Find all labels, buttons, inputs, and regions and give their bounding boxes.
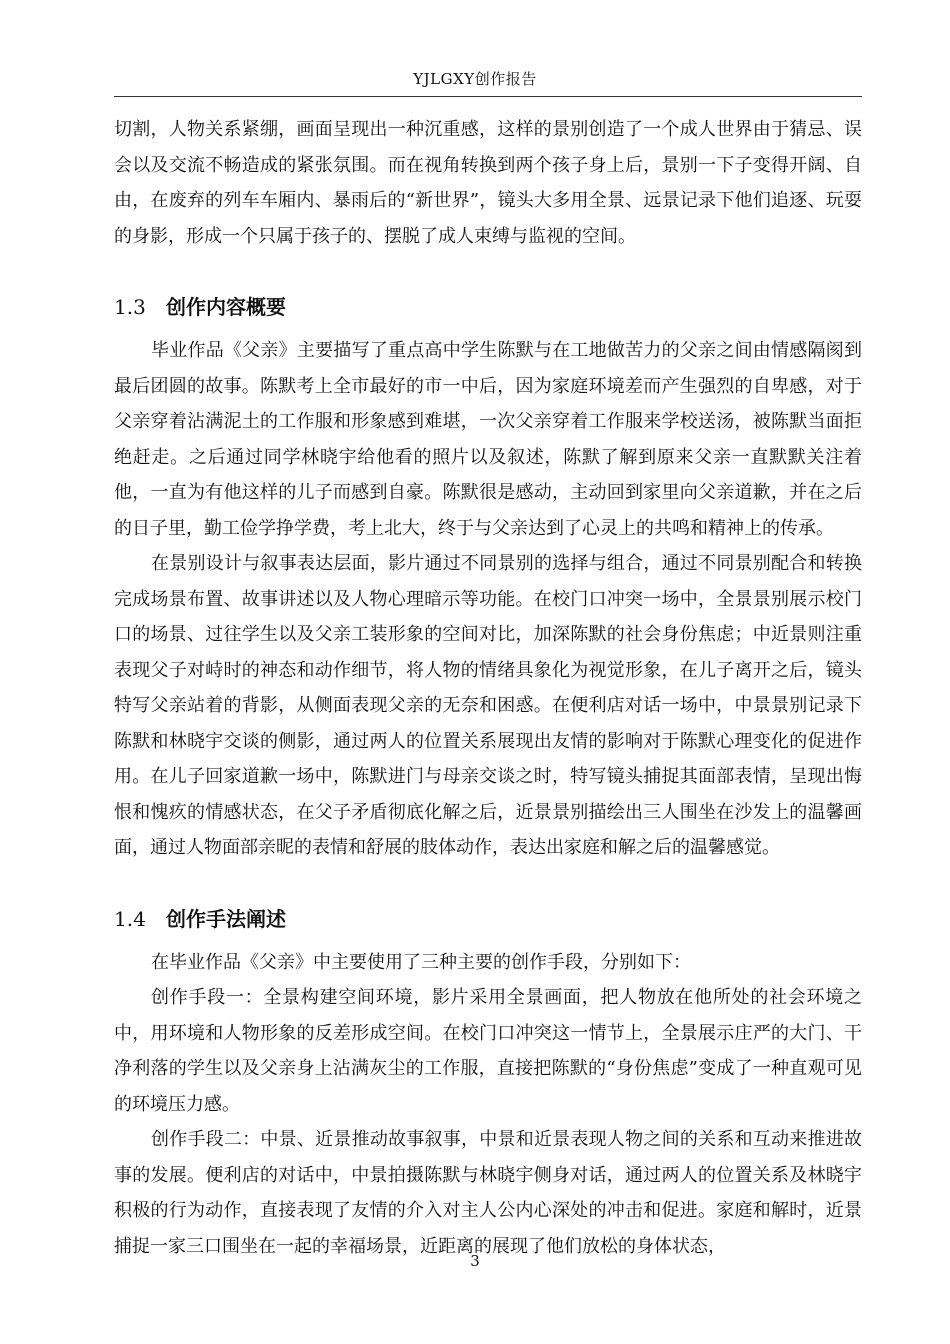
page-number: 3 xyxy=(470,1252,480,1270)
body-paragraph: 创作手段一：全景构建空间环境，影片采用全景画面，把人物放在他所处的社会环境之中，用环境和人物形象的反差形成空间。在校门口冲突这一情节上，全景展示庄严的大门、干净利落的学生以及父亲身上沾满灰尘的工作服，直接把陈默的“身份焦虑”变成了一种直观可见的环境压力感。 xyxy=(114,987,862,1115)
body-paragraph: 在景别设计与叙事表达层面，影片通过不同景别的选择与组合，通过不同景别配合和转换完成场景布置、故事讲述以及人物心理暗示等功能。在校门口冲突一场中，全景景别展示校门口的场景、过往学生以及父亲工装形象的空间对比，加深陈默的社会身份焦虑；中近景则注重表现父子对峙时的神态和动作细节，将人物的情绪具象化为视觉形象，在儿子离开之后，镜头特写父亲站着的背影，从侧面表现父亲的无奈和困惑。在便利店对话一场中，中景景别记录下陈默和林晓宇交谈的侧影，通过两人的位置关系展现出友情的影响对于陈默心理变化的促进作用。在儿子回家道歉一场中，陈默进门与母亲交谈之时，特写镜头捕捉其面部表情，呈现出悔恨和愧疚的情感状态，在父子矛盾彻底化解之后，近景景别描绘出三人围坐在沙发上的温馨画面，通过人物面部亲昵的表情和舒展的肢体动作，表达出家庭和解之后的温馨感觉。 xyxy=(114,553,862,858)
section-title: 创作手法阐述 xyxy=(166,906,286,931)
section-heading-1-3 xyxy=(114,292,862,322)
running-header: YJLGXY创作报告 xyxy=(413,70,537,88)
header-rule xyxy=(114,96,862,97)
body-paragraph: 切割，人物关系紧绷，画面呈现出一种沉重感，这样的景别创造了一个成人世界由于猜忌、误会以及交流不畅造成的紧张氛围。而在视角转换到两个孩子身上后，景别一下子变得开阔、自由，在废弃的列车车厢内、暴雨后的“新世界”，镜头大多用全景、远景记录下他们追逐、玩耍的身影，形成一个只属于孩子的、摆脱了成人束缚与监视的空间。 xyxy=(114,119,862,247)
section-number: 1.3 xyxy=(114,295,146,319)
body-paragraph: 创作手段二：中景、近景推动故事叙事，中景和近景表现人物之间的关系和互动来推进故事的发展。便利店的对话中，中景拍摄陈默与林晓宇侧身对话，通过两人的位置关系及林晓宇积极的行为动作，直接表现了友情的介入对主人公内心深处的冲击和促进。家庭和解时，近景捕捉一家三口围坐在一起的幸福场景，近距离的展现了他们放松的身体状态， xyxy=(114,1129,862,1257)
section-number: 1.4 xyxy=(114,906,146,931)
page-content xyxy=(114,112,862,1264)
body-paragraph: 毕业作品《父亲》主要描写了重点高中学生陈默与在工地做苦力的父亲之间由情感隔阂到最后团圆的故事。陈默考上全市最好的市一中后，因为家庭环境差而产生强烈的自卑感，对于父亲穿着沾满泥土的工作服和形象感到难堪，一次父亲穿着工作服来学校送汤，被陈默当面拒绝赶走。之后通过同学林晓宇给他看的照片以及叙述，陈默了解到原来父亲一直默默关注着他，一直为有他这样的儿子而感到自豪。陈默很是感动，主动回到家里向父亲道歉，并在之后的日子里，勤工俭学挣学费，考上北大，终于与父亲达到了心灵上的共鸣和精神上的传承。 xyxy=(114,340,862,539)
section-title: 创作内容概要 xyxy=(166,295,286,319)
body-paragraph: 在毕业作品《父亲》中主要使用了三种主要的创作手段，分别如下： xyxy=(151,951,691,973)
section-heading-1-4 xyxy=(114,904,862,934)
